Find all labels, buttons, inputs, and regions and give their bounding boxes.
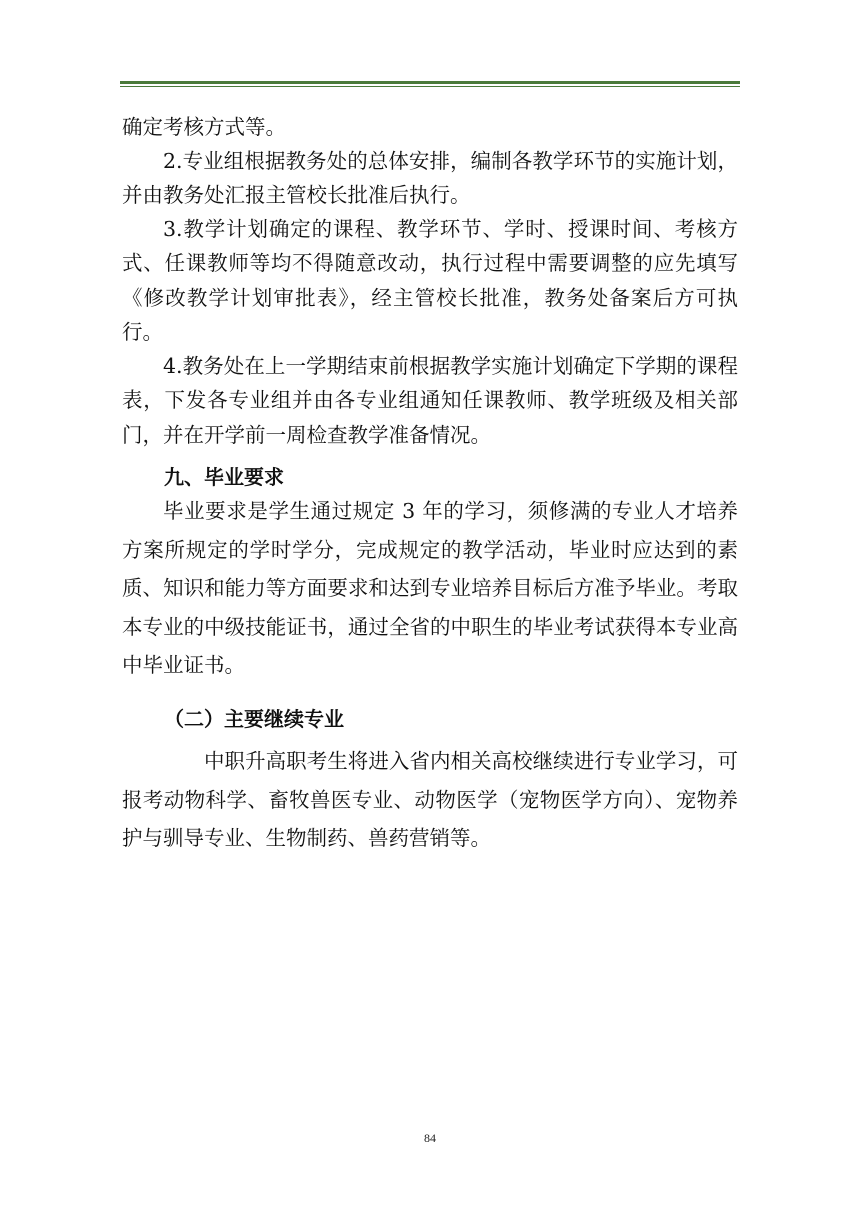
subsection-heading-continuing-majors: （二）主要继续专业	[164, 707, 344, 731]
graduation-requirements-body: 毕业要求是学生通过规定 3 年的学习，须修满的专业人才培养方案所规定的学时学分，完成规定的教学活动，毕业时应达到的素质、知识和能力等方面要求和达到专业培养目标后方准予毕业。考取本专业的中级技能证书，通过全省的中职生的毕业考试获得本专业高中毕业证书。	[122, 499, 738, 677]
list-item-2: 2.专业组根据教务处的总体安排，编制各教学环节的实施计划，并由教务处汇报主管校长批准后执行。	[122, 149, 738, 208]
header-rule	[120, 81, 740, 84]
list-item-4: 4.教务处在上一学期结束前根据教学实施计划确定下学期的课程表，下发各专业组并由各专业组通知任课教师、教学班级及相关部门，并在开学前一周检查教学准备情况。	[122, 354, 738, 447]
continuing-majors-body: 中职升高职考生将进入省内相关高校继续进行专业学习，可报考动物科学、畜牧兽医专业、动物医学（宠物医学方向）、宠物养护与驯导专业、生物制药、兽药营销等。	[122, 749, 738, 850]
section-heading-graduation: 九、毕业要求	[164, 465, 284, 489]
page-number: 84	[424, 1131, 436, 1145]
list-item-3: 3.教学计划确定的课程、教学环节、学时、授课时间、考核方式、任课教师等均不得随意改动，执行过程中需要调整的应先填写《修改教学计划审批表》，经主管校长批准，教务处备案后方可执行。	[122, 217, 738, 344]
opening-line: 确定考核方式等。	[122, 115, 286, 139]
header-rule-thin	[120, 86, 740, 87]
